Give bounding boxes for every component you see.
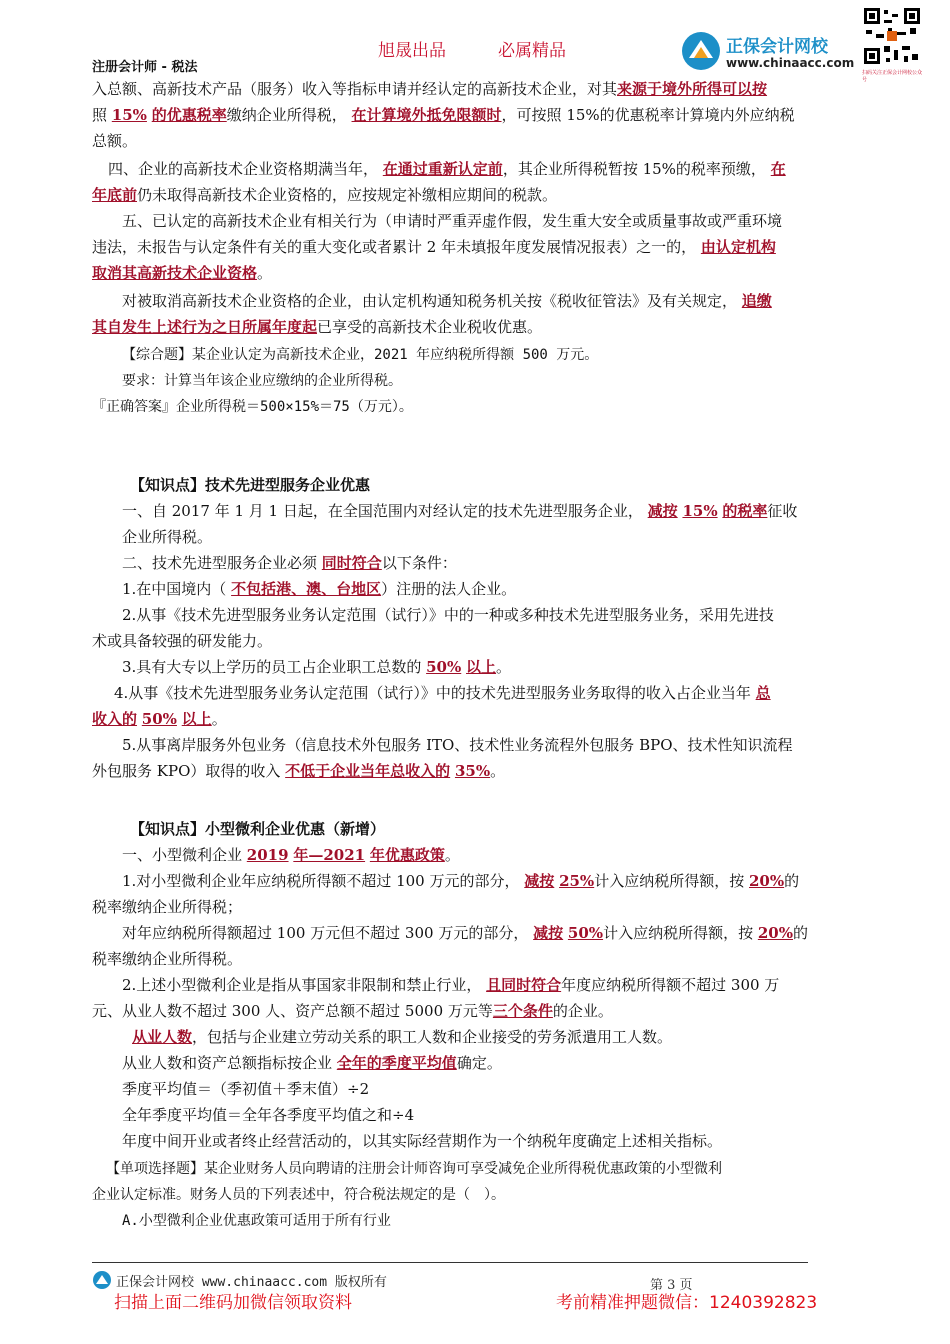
- brand-logo-icon: [680, 30, 722, 72]
- footer-logo-icon: [92, 1270, 112, 1290]
- page-title: 注册会计师 - 税法: [92, 60, 198, 75]
- header-center-1: 旭晟出品: [378, 41, 446, 61]
- footer-promo-left: 扫描上面二维码加微信领取资料: [114, 1293, 352, 1313]
- footer-divider: [92, 1262, 808, 1263]
- section-heading-tech-service: 【知识点】技术先进型服务企业优惠: [130, 476, 371, 494]
- paragraph-qualification-expiry: 四、企业的高新技术企业资格期满当年， 在通过重新认定前，其企业所得税暂按 15%的税率预缴， 在 年底前仍未取得高新技术企业资格的，应按规定补缴相应期间的税款。: [92, 160, 786, 204]
- header-center-2: 必属精品: [498, 41, 566, 61]
- paragraph-recover-benefits: 对被取消高新技术企业资格的企业，由认定机构通知税务机关按《税收征管法》及有关规定， 追缴 其自发生上述行为之日所属年度起已享受的高新技术企业税收优惠。: [92, 292, 772, 336]
- footer-brand-text: 正保会计网校 www.chinaacc.com 版权所有: [116, 1274, 387, 1290]
- page-number: 第 3 页: [650, 1278, 693, 1293]
- brand-name: 正保会计网校: [726, 37, 828, 57]
- footer-promo-right: 考前精准押题微信：1240392823: [556, 1293, 818, 1313]
- footer-brand: [92, 1270, 387, 1290]
- example-answer: 『正确答案』企业所得税＝500×15%＝75（万元）。: [92, 399, 413, 415]
- brand-url: www.chinaacc.com: [726, 56, 855, 70]
- tech-service-body: 一、自 2017 年 1 月 1 日起，在全国范围内对经认定的技术先进型服务企业， 减按 15% 的税率征收 企业所得税。 二、技术先进型服务企业必须 同时符合以下条件： 1.在中国境内（ 不包括港、澳、台地区）注册的法人企业。 2.从事《技术先进型服务业务认定范围（试行）》中的一种或多种技术先进型服务业务，采用先进技 术或具备较强的研发能力。 3.具有大专以上学历的员工占企业职工总数的 50% 以上。 4.从事《技术先进型服务业务认定范围（试行）》中的技术先进型服务业务取得的收入占企业当年 总 收入的 50% 以上。 5.从事离岸服务外包业务（信息技术外包服务 ITO、技术性业务流程外包服务 BPO、技术性知识流程 外包服务 KPO）取得的收入 不低于企业当年总收入的 35%。: [92, 502, 798, 780]
- qr-caption: 扫码关注正保会计网校公众号: [862, 70, 923, 83]
- qr-code-icon: [862, 6, 922, 66]
- example-requirement: 要求：计算当年该企业应缴纳的企业所得税。: [122, 373, 402, 389]
- paragraph-qualification-revoked: 五、已认定的高新技术企业有相关行为（申请时严重弄虚作假，发生重大安全或质量事故或严重环境 违法，未报告与认定条件有关的重大变化或者累计 2 年未填报年度发展情况报表）之一的， 由认定机构 取消其高新技术企业资格。: [92, 212, 783, 282]
- paragraph-overseas-income: 入总额、高新技术产品（服务）收入等指标申请并经认定的高新技术企业，对其来源于境外所得可以按 照 15% 的优惠税率缴纳企业所得税， 在计算境外抵免限额时，可按照 15%的优惠税率计算境内外应纳税 总额。: [92, 80, 795, 150]
- small-enterprise-body: 一、小型微利企业 2019 年—2021 年优惠政策。 1.对小型微利企业年应纳税所得额不超过 100 万元的部分， 减按 25%计入应纳税所得额，按 20%的 税率缴纳企业所得税； 对年应纳税所得额超过 100 万元但不超过 300 万元的部分， 减按 50%计入应纳税所得额，按 20%的 税率缴纳企业所得税。 2.上述小型微利企业是指从事国家非限制和禁止行业， 且同时符合年度应纳税所得额不超过 300 万 元、从业人数不超过 300 人、资产总额不超过 5000 万元等三个条件的企业。 从业人数，包括与企业建立劳动关系的职工人数和企业接受的劳务派遣用工人数。 从业人数和资产总额指标按企业 全年的季度平均值确定。 季度平均值＝（季初值＋季末值）÷2 全年季度平均值＝全年各季度平均值之和÷4 年度中间开业或者终止经营活动的，以其实际经营期作为一个纳税年度确定上述相关指标。: [92, 846, 809, 1150]
- mcq-question-line2: 企业认定标准。财务人员的下列表述中，符合税法规定的是（ ）。: [92, 1187, 505, 1203]
- qr-code: [862, 6, 922, 86]
- mcq-option-a: A.小型微利企业优惠政策可适用于所有行业: [122, 1213, 391, 1229]
- section-heading-small-enterprise: 【知识点】小型微利企业优惠（新增）: [130, 820, 386, 838]
- example-question: 【综合题】某企业认定为高新技术企业，2021 年应纳税所得额 500 万元。: [122, 347, 599, 363]
- brand-logo: [680, 30, 856, 74]
- mcq-question-line1: 【单项选择题】某企业财务人员向聘请的注册会计师咨询可享受减免企业所得税优惠政策的小型微利: [106, 1161, 722, 1177]
